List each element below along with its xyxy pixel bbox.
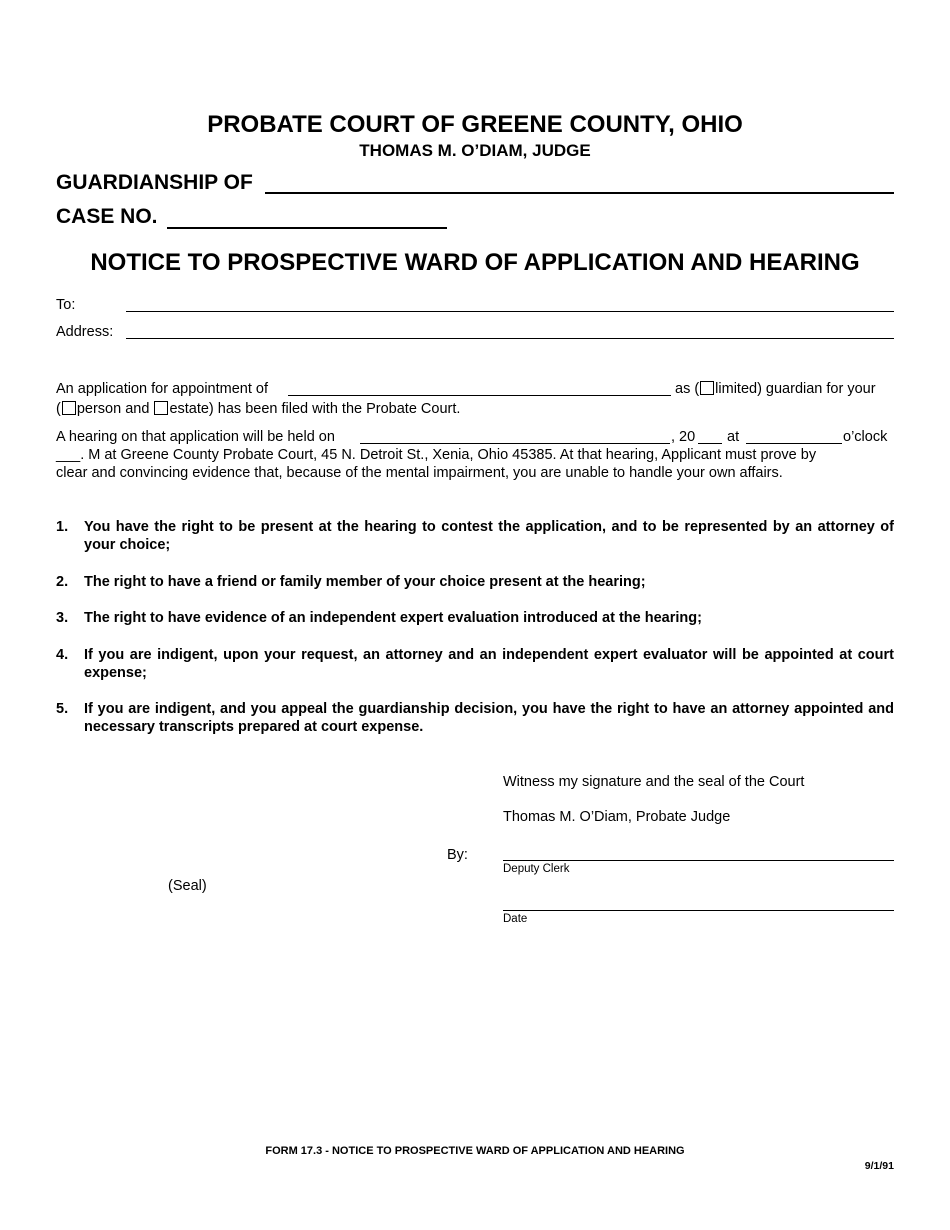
application-text-4: ( (56, 401, 61, 417)
rights-number: 4. (56, 647, 69, 663)
hearing-text-2: , 20 (671, 429, 696, 445)
judge-signature-name: Thomas M. O’Diam, Probate Judge (503, 809, 731, 825)
rights-text: The right to have evidence of an independent expert evaluation introduced at the hearing; (84, 610, 702, 626)
seal-label: (Seal) (168, 878, 207, 894)
rights-text: If you are indigent, upon your request, an attorney and an independent expert evaluator will be appointed at court expense; (84, 647, 894, 681)
hearing-line-3: clear and convincing evidence that, because of the mental impairment, you are unable to handle your own affairs. (56, 465, 783, 481)
estate-text: estate) has been filed with the Probate Court. (169, 401, 461, 417)
hearing-text-1: A hearing on that application will be held on (56, 429, 335, 445)
application-text-1: An application for appointment of (56, 381, 268, 397)
rights-number: 5. (56, 701, 69, 717)
application-text-2: as ( (675, 381, 700, 397)
hearing-location-text: . M at Greene County Probate Court, 45 N. Detroit St., Xenia, Ohio 45385. At that hearing, Applicant must prove by (80, 447, 817, 463)
by-label: By: (447, 847, 468, 863)
rights-item-2 (56, 573, 894, 591)
person-label: person and (76, 401, 150, 417)
hearing-date-field[interactable] (360, 443, 670, 444)
witness-text: Witness my signature and the seal of the Court (503, 774, 805, 790)
rights-text: If you are indigent, and you appeal the guardianship decision, you have the right to have an attorney appointed and necessary transcripts prepared at court expense. (84, 701, 894, 735)
hearing-text-4: o’clock (843, 429, 888, 445)
application-text-3: limited) guardian for your (715, 381, 876, 397)
rights-number: 2. (56, 574, 69, 590)
deputy-clerk-label: Deputy Clerk (503, 863, 570, 875)
rights-text: You have the right to be present at the hearing to contest the application, and to be represented by an attorney of your choice; (84, 519, 894, 553)
rights-item-4 (56, 646, 894, 682)
rights-number: 3. (56, 610, 69, 626)
court-heading: PROBATE COURT OF GREENE COUNTY, OHIO (207, 111, 743, 138)
applicant-name-field[interactable] (288, 395, 671, 396)
notice-title: NOTICE TO PROSPECTIVE WARD OF APPLICATION AND HEARING (90, 249, 860, 276)
hearing-line-2 (56, 446, 896, 464)
estate-checkbox[interactable] (154, 401, 168, 415)
form-date: 9/1/91 (864, 1160, 894, 1172)
hearing-text-3: at (727, 429, 740, 445)
hearing-time-field[interactable] (746, 443, 842, 444)
address-field[interactable] (126, 338, 894, 339)
judge-heading: THOMAS M. O’DIAM, JUDGE (359, 141, 591, 160)
case-number-field[interactable] (167, 227, 447, 229)
guardianship-label: GUARDIANSHIP OF (56, 171, 253, 194)
application-line2 (56, 400, 460, 418)
address-label: Address: (56, 324, 114, 340)
hearing-ampm-field[interactable]: ___ (56, 447, 81, 463)
rights-item-1 (56, 518, 894, 554)
hearing-year-field[interactable] (698, 443, 722, 444)
to-label: To: (56, 297, 76, 313)
application-line1-right (675, 380, 876, 398)
date-field[interactable] (503, 910, 894, 911)
date-label: Date (503, 913, 528, 925)
to-field[interactable] (126, 311, 894, 312)
guardianship-field[interactable] (265, 192, 894, 194)
person-checkbox[interactable] (62, 401, 76, 415)
case-number-label: CASE NO. (56, 205, 158, 228)
form-footer: FORM 17.3 - NOTICE TO PROSPECTIVE WARD OF APPLICATION AND HEARING (265, 1145, 685, 1157)
limited-checkbox[interactable] (700, 381, 714, 395)
rights-text: The right to have a friend or family member of your choice present at the hearing; (84, 574, 646, 590)
deputy-clerk-signature-field[interactable] (503, 860, 894, 861)
rights-item-3 (56, 609, 894, 627)
rights-number: 1. (56, 519, 69, 535)
rights-item-5 (56, 700, 894, 736)
